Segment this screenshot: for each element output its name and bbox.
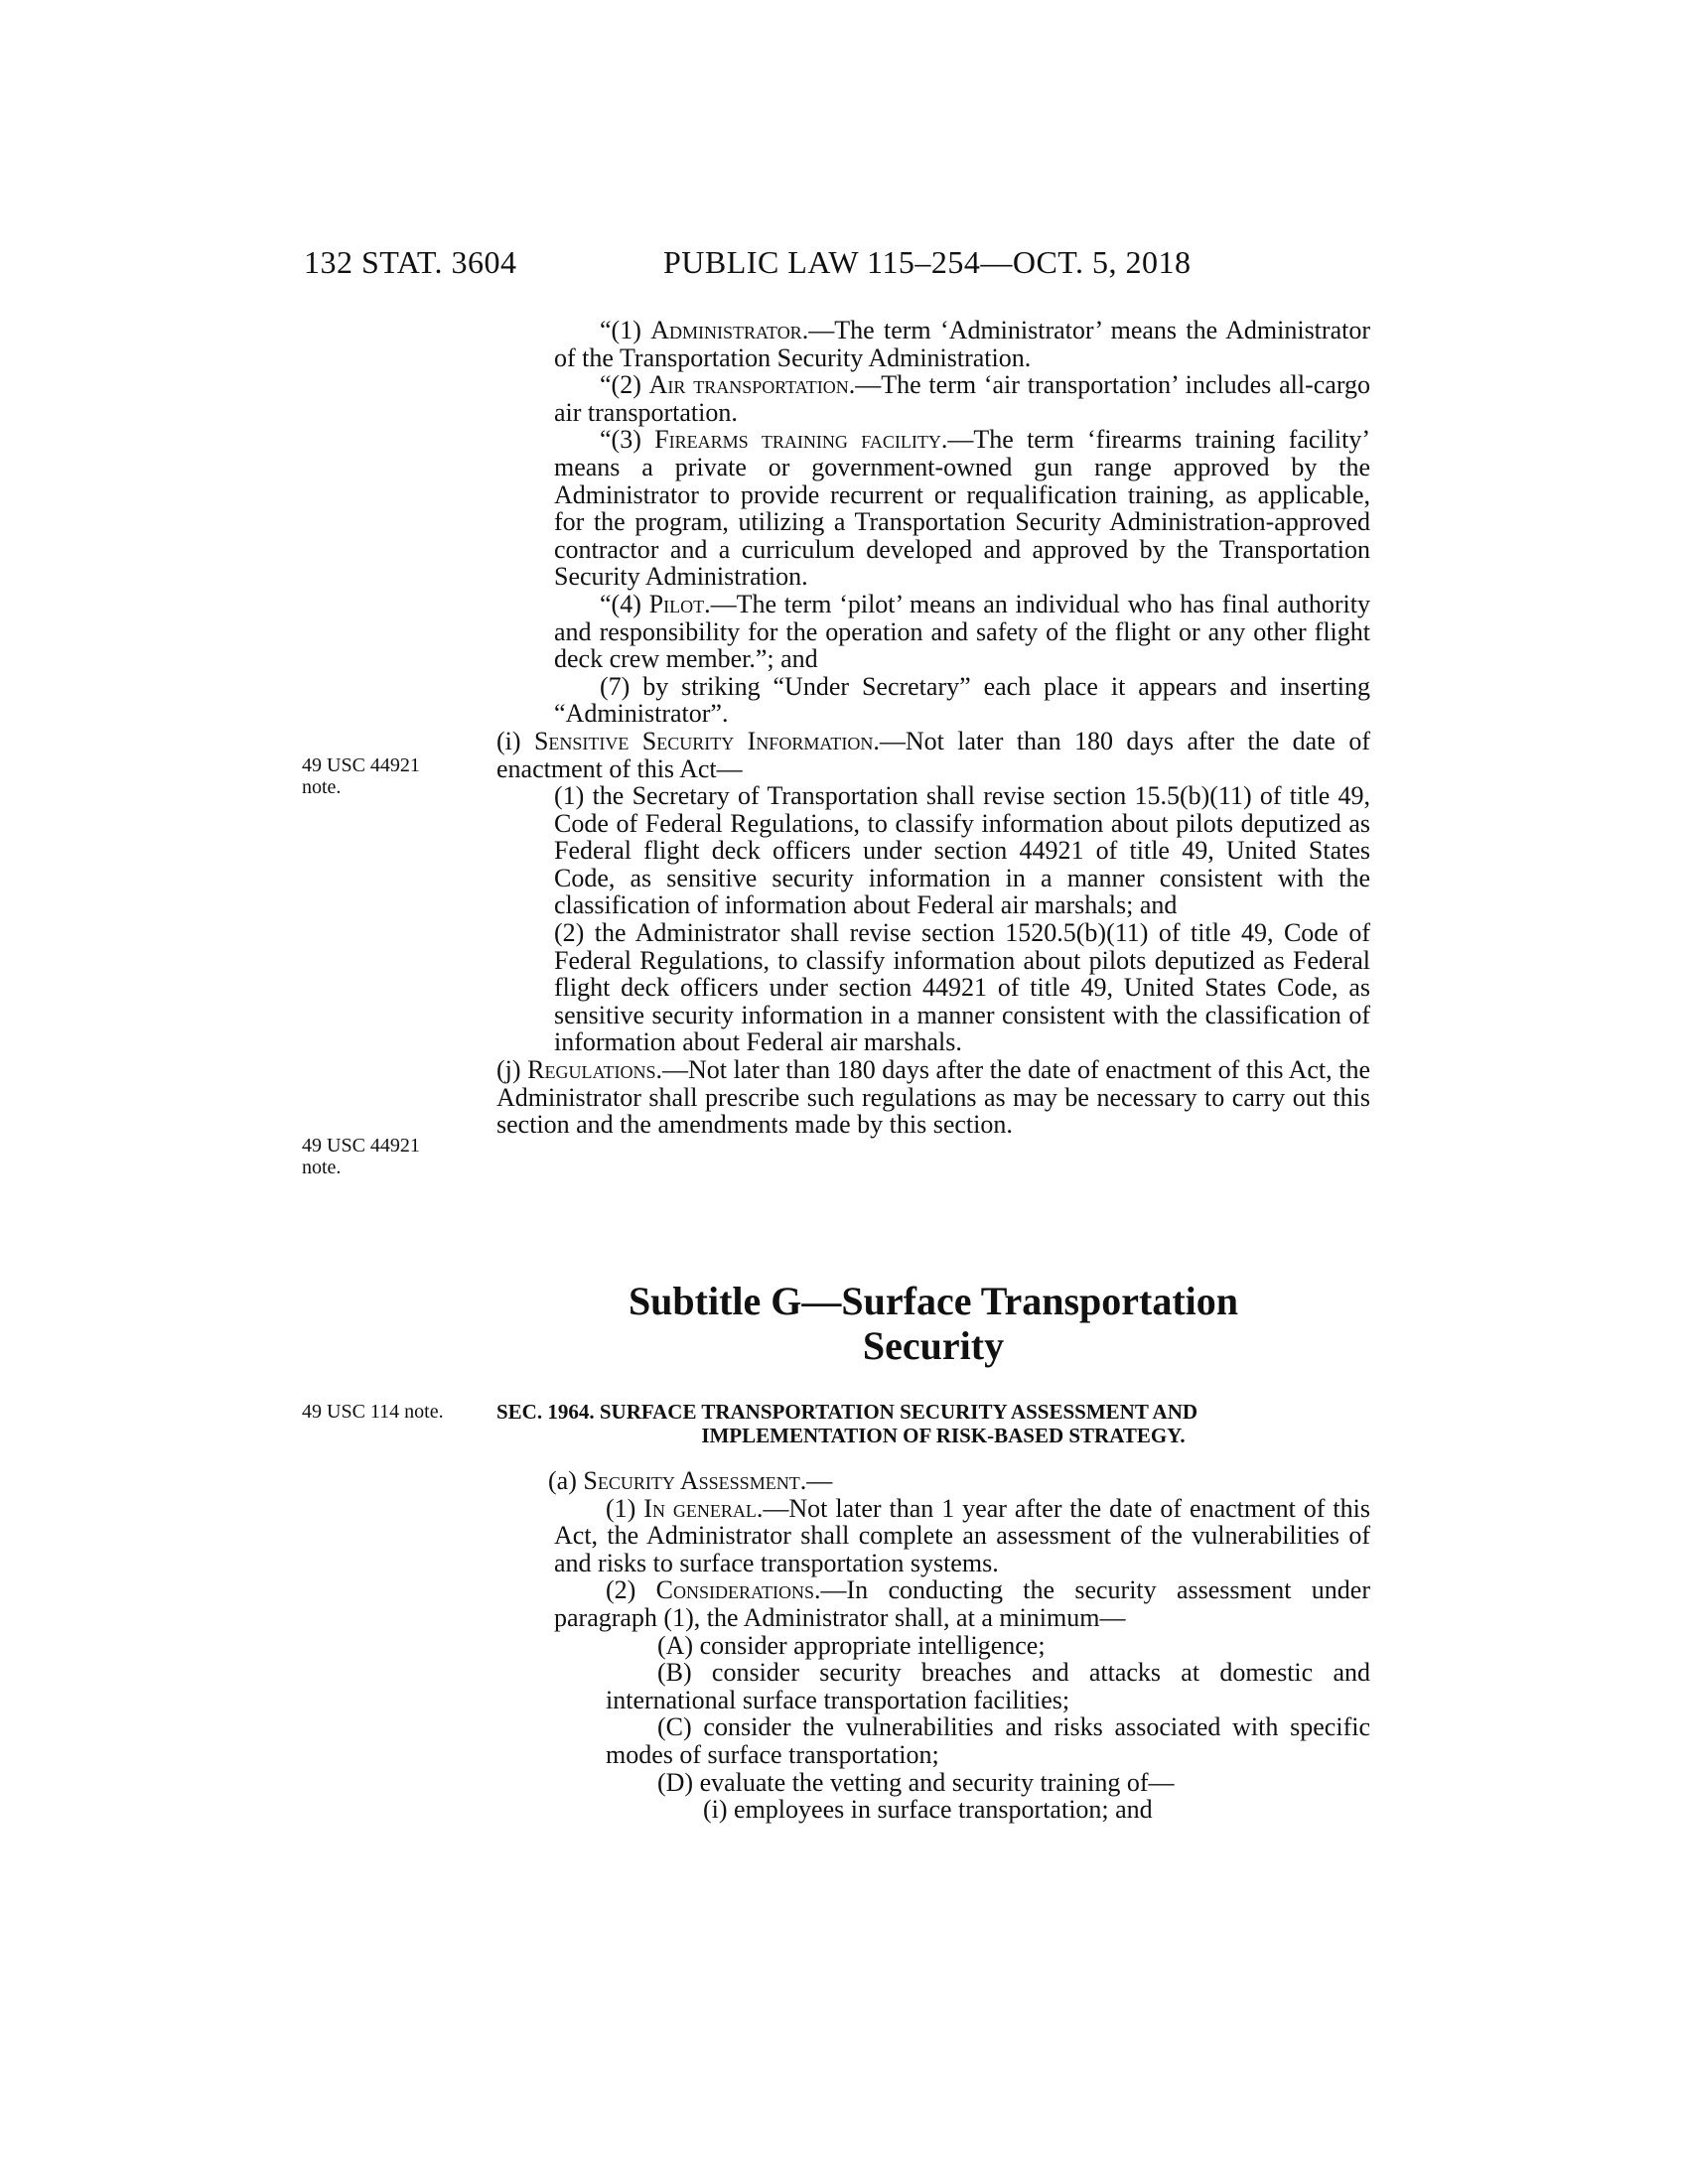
- definition-firearms-training-facility: “(3) Firearms training facility.—The term ‘firearms training facility’ means a private or government-owned gun range approved by the Administrator to provide recurrent or requalification training, as applicable, for the program, utilizing a Transportation Security Administration-approved contractor and a curriculum developed and approved by the Transportation Security Administration.: [554, 425, 1371, 592]
- considerations-list: [554, 1632, 1370, 1824]
- paragraph-7: (7) by striking “Under Secretary” each place it appears and inserting “Administrator”.: [554, 671, 1370, 729]
- subsection-i-paragraphs: [496, 782, 1370, 1056]
- subsection-a-paragraph-2: (2) Considerations.—In conducting the security assessment under paragraph (1), the Administrator shall, at a minimum—: [554, 1575, 1370, 1632]
- margin-note: [302, 1135, 420, 1178]
- subsection-i-paragraph-2: (2) the Administrator shall revise section 1520.5(b)(11) of title 49, Code of Federal Regulations, to classify information about pilots deputized as Federal flight deck officers under section 44921 of title 49, United States Code, as sensitive security information in a manner consistent with the classification of information about Federal air marshals.: [554, 918, 1370, 1057]
- section-heading-line: IMPLEMENTATION OF RISK-BASED STRATEGY.: [701, 1424, 1186, 1447]
- section-heading: [496, 1400, 1370, 1447]
- margin-note-line: 49 USC 44921: [302, 1135, 420, 1157]
- upper-body: [496, 317, 1370, 1139]
- margin-note-line: 49 USC 44921: [302, 754, 420, 776]
- stat-page-number: 132 STAT. 3604: [304, 244, 517, 280]
- margin-note: [302, 1401, 444, 1423]
- definitions-block: [496, 317, 1370, 728]
- subsection-a-paragraphs: [496, 1495, 1370, 1824]
- list-item-a: (A) consider appropriate intelligence;: [657, 1630, 1046, 1660]
- lower-body: [496, 1467, 1370, 1824]
- subtitle-heading: [496, 1279, 1370, 1368]
- definition-air-transportation: “(2) Air transportation.—The term ‘air transportation’ includes all-cargo air transportation.: [554, 370, 1371, 427]
- subsection-j: (j) Regulations.—Not later than 180 days after the date of enactment of this Act, the Administrator shall prescribe such regulations as may be necessary to carry out this section and the amendments made by this section.: [496, 1055, 1370, 1140]
- margin-note: [302, 754, 420, 798]
- margin-note-line: 49 USC 114 note.: [302, 1401, 444, 1423]
- section-heading-line: SEC. 1964. SURFACE TRANSPORTATION SECURITY ASSESSMENT AND: [496, 1400, 1198, 1424]
- definition-pilot: “(4) Pilot.—The term ‘pilot’ means an individual who has final authority and responsibility for the operation and safety of the flight or any other flight deck crew member.”; and: [554, 589, 1370, 674]
- subtitle-line: Security: [862, 1323, 1005, 1368]
- subsection-a: (a) Security Assessment.—: [548, 1466, 833, 1495]
- subsection-i: (i) Sensitive Security Information.—Not later than 180 days after the date of enactment of this Act—: [496, 726, 1370, 783]
- subsection-i-paragraph-1: (1) the Secretary of Transportation shall revise section 15.5(b)(11) of title 49, Code of Federal Regulations, to classify information about pilots deputized as Federal flight deck officers under section 44921 of title 49, United States Code, as sensitive security information in a manner consistent with the classification of information about Federal air marshals; and: [554, 781, 1370, 920]
- subsection-a-paragraph-1: (1) In general.—Not later than 1 year after the date of enactment of this Act, the Administrator shall complete an assessment of the vulnerabilities of and risks to surface transportation systems.: [554, 1493, 1370, 1577]
- list-item-d-i: (i) employees in surface transportation; and: [703, 1795, 1153, 1825]
- definition-administrator: “(1) Administrator.—The term ‘Administrator’ means the Administrator of the Transportation Security Administration.: [554, 316, 1370, 372]
- list-item-c: (C) consider the vulnerabilities and risks associated with specific modes of surface transportation;: [606, 1712, 1370, 1769]
- list-item-b: (B) consider security breaches and attacks at domestic and international surface transportation facilities;: [606, 1658, 1370, 1714]
- margin-note-line: note.: [302, 1157, 342, 1178]
- subtitle-line: Subtitle G—Surface Transportation: [628, 1279, 1239, 1323]
- page-header: [0, 244, 1688, 284]
- running-head: PUBLIC LAW 115–254—OCT. 5, 2018: [663, 244, 1192, 280]
- margin-note-line: note.: [302, 776, 342, 798]
- list-item-d: (D) evaluate the vetting and security training of—: [657, 1767, 1175, 1797]
